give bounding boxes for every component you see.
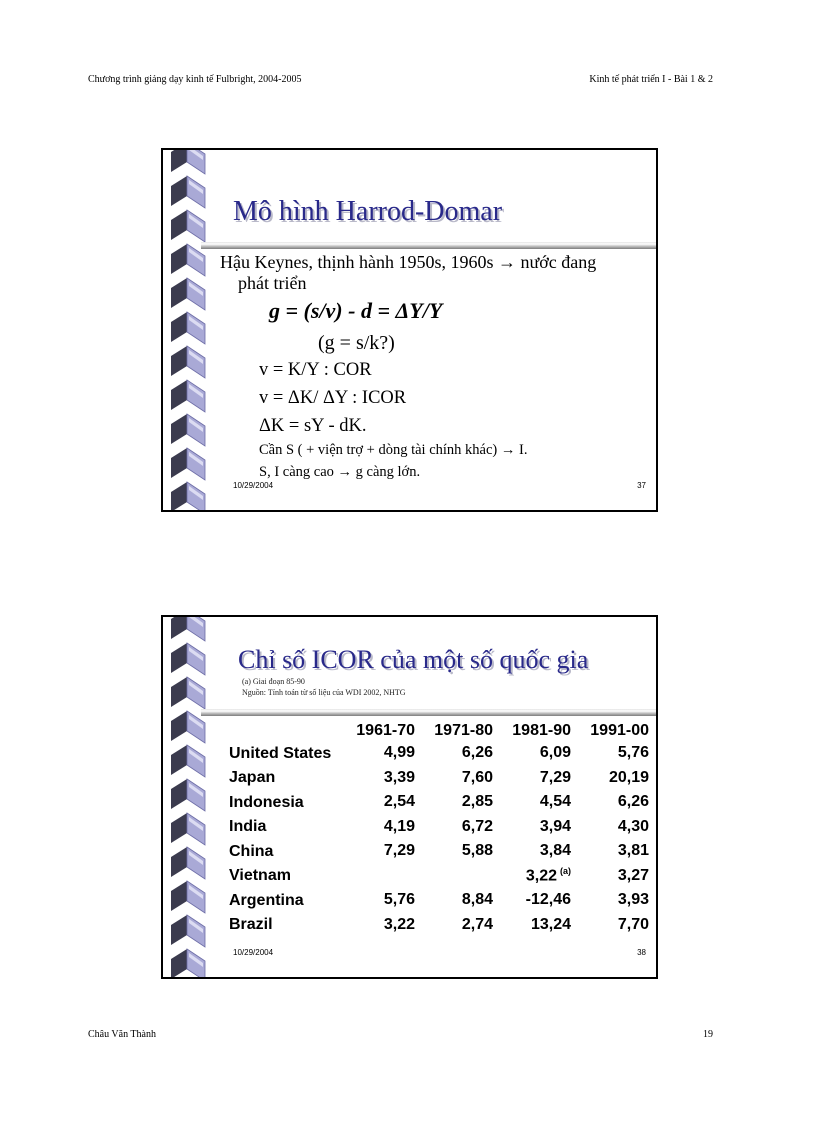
growth-formula: g = (s/v) - d = ΔY/Y — [269, 298, 443, 323]
icor-value: 4,19 — [383, 817, 415, 835]
icor-value-cell — [419, 888, 497, 913]
icor-value-cell — [497, 913, 575, 938]
icor-value-cell — [341, 766, 419, 791]
slide-number: 38 — [637, 948, 646, 957]
icor-value: 7,29 — [539, 768, 571, 786]
icor-value: 4,54 — [539, 793, 571, 811]
table-header-row — [225, 721, 653, 741]
table-row — [225, 790, 653, 815]
slide-title: Chỉ số ICOR của một số quốc gia — [238, 645, 589, 674]
slide-title: Mô hình Harrod-Domar — [233, 196, 503, 227]
source-note: Nguồn: Tính toán từ số liệu của WDI 2002, NHTG — [242, 688, 406, 697]
icor-value-cell — [497, 888, 575, 913]
icor-value: 7,60 — [461, 768, 493, 786]
page-header-course: Chương trình giảng dạy kinh tế Fulbright, 2004-2005 — [88, 74, 302, 85]
savings-growth-text: S, I càng cao → g càng lớn. — [259, 464, 421, 480]
icor-value: 2,74 — [461, 915, 493, 933]
table-row — [225, 864, 653, 889]
footnote-marker: (a) — [560, 866, 571, 877]
footnote-period: (a) Giai đoạn 85-90 — [242, 677, 305, 686]
column-header: 1971-80 — [434, 722, 493, 739]
icor-value-cell — [341, 790, 419, 815]
icor-value: 6,09 — [539, 744, 571, 762]
icor-value-cell — [497, 815, 575, 840]
icor-value-cell — [341, 864, 419, 889]
icor-value: 5,76 — [617, 744, 649, 762]
ribbon-decoration — [163, 617, 215, 977]
icor-value-cell — [575, 741, 653, 766]
icor-value-cell — [419, 790, 497, 815]
icor-value: 8,84 — [461, 891, 493, 909]
icor-value-cell — [497, 790, 575, 815]
ribbon-decoration — [163, 150, 215, 510]
formula-alternative: (g = s/k?) — [318, 332, 395, 354]
icor-value-cell — [575, 888, 653, 913]
icor-value-cell — [419, 741, 497, 766]
icor-value-cell — [341, 888, 419, 913]
icor-value-cell — [341, 839, 419, 864]
bullet-text-line-2: phát triển — [238, 273, 307, 293]
header-country — [225, 721, 341, 741]
icor-value-cell — [419, 864, 497, 889]
bullet-text-line-1: Hậu Keynes, thịnh hành 1950s, 1960s → nước đang — [220, 252, 597, 272]
country-cell: India — [229, 818, 267, 836]
country-cell: Brazil — [229, 916, 273, 934]
icor-value-cell — [497, 741, 575, 766]
title-divider-bar — [201, 242, 656, 249]
slide-37 — [161, 148, 658, 512]
icor-table — [225, 721, 653, 937]
icor-value-cell — [341, 913, 419, 938]
table-row — [225, 741, 653, 766]
icor-value: 6,26 — [461, 744, 493, 762]
icor-value: 3,94 — [539, 817, 571, 835]
column-header: 1961-70 — [356, 722, 415, 739]
icor-value: 5,88 — [461, 842, 493, 860]
icor-value-cell — [341, 815, 419, 840]
icor-value-cell — [419, 913, 497, 938]
icor-value-cell — [497, 864, 575, 889]
icor-value: -12,46 — [525, 891, 571, 909]
icor-value: 6,26 — [617, 793, 649, 811]
icor-value-cell — [419, 815, 497, 840]
column-header: 1981-90 — [512, 722, 571, 739]
icor-value: 2,54 — [383, 793, 415, 811]
country-cell: China — [229, 842, 274, 860]
country-cell: United States — [229, 744, 332, 762]
slide-date: 10/29/2004 — [233, 481, 274, 490]
icor-value-cell — [575, 766, 653, 791]
icor-value-cell — [575, 913, 653, 938]
page-header-lecture: Kinh tế phát triển I - Bài 1 & 2 — [589, 74, 713, 85]
icor-value: 6,72 — [461, 817, 493, 835]
icor-value-cell — [419, 839, 497, 864]
icor-value-cell — [575, 864, 653, 889]
icor-value-cell — [575, 815, 653, 840]
table-row — [225, 815, 653, 840]
icor-value: 3,39 — [383, 768, 415, 786]
icor-value: 13,24 — [530, 915, 571, 933]
icor-value: 2,85 — [461, 793, 493, 811]
cor-definition: v = K/Y : COR — [259, 360, 372, 380]
table-row — [225, 888, 653, 913]
table-row — [225, 913, 653, 938]
country-cell: Japan — [229, 769, 276, 787]
slide-number: 37 — [637, 481, 646, 490]
country-cell: Vietnam — [229, 867, 291, 885]
icor-definition: v = ΔK/ ΔY : ICOR — [259, 388, 407, 408]
icor-value-cell — [497, 766, 575, 791]
icor-value: 20,19 — [608, 768, 649, 786]
icor-value: 3,22 — [525, 867, 557, 885]
icor-value: 7,70 — [617, 915, 649, 933]
table-row — [225, 766, 653, 791]
icor-value: 4,30 — [617, 817, 649, 835]
icor-value: 3,27 — [617, 866, 649, 884]
slide-38 — [161, 615, 658, 979]
page-number: 19 — [703, 1029, 713, 1040]
savings-need-text: Cần S ( + viện trợ + dòng tài chính khác) → I. — [259, 442, 528, 458]
icor-value: 5,76 — [383, 891, 415, 909]
capital-change-equation: ΔK = sY - dK. — [259, 416, 367, 436]
icor-value: 3,22 — [383, 915, 415, 933]
icor-value-cell — [419, 766, 497, 791]
icor-value-cell — [497, 839, 575, 864]
country-cell: Argentina — [229, 891, 304, 909]
icor-value: 7,29 — [383, 842, 415, 860]
column-header: 1991-00 — [590, 722, 649, 739]
icor-value: 3,84 — [539, 842, 571, 860]
icor-value: 3,81 — [617, 842, 649, 860]
icor-value: 3,93 — [617, 891, 649, 909]
icor-value: 4,99 — [383, 744, 415, 762]
title-divider-bar — [201, 709, 656, 716]
table-row — [225, 839, 653, 864]
slide-date: 10/29/2004 — [233, 948, 274, 957]
icor-value-cell — [575, 790, 653, 815]
page-footer-author: Châu Văn Thành — [88, 1029, 156, 1040]
icor-value-cell — [341, 741, 419, 766]
icor-value-cell — [575, 839, 653, 864]
country-cell: Indonesia — [229, 793, 304, 811]
